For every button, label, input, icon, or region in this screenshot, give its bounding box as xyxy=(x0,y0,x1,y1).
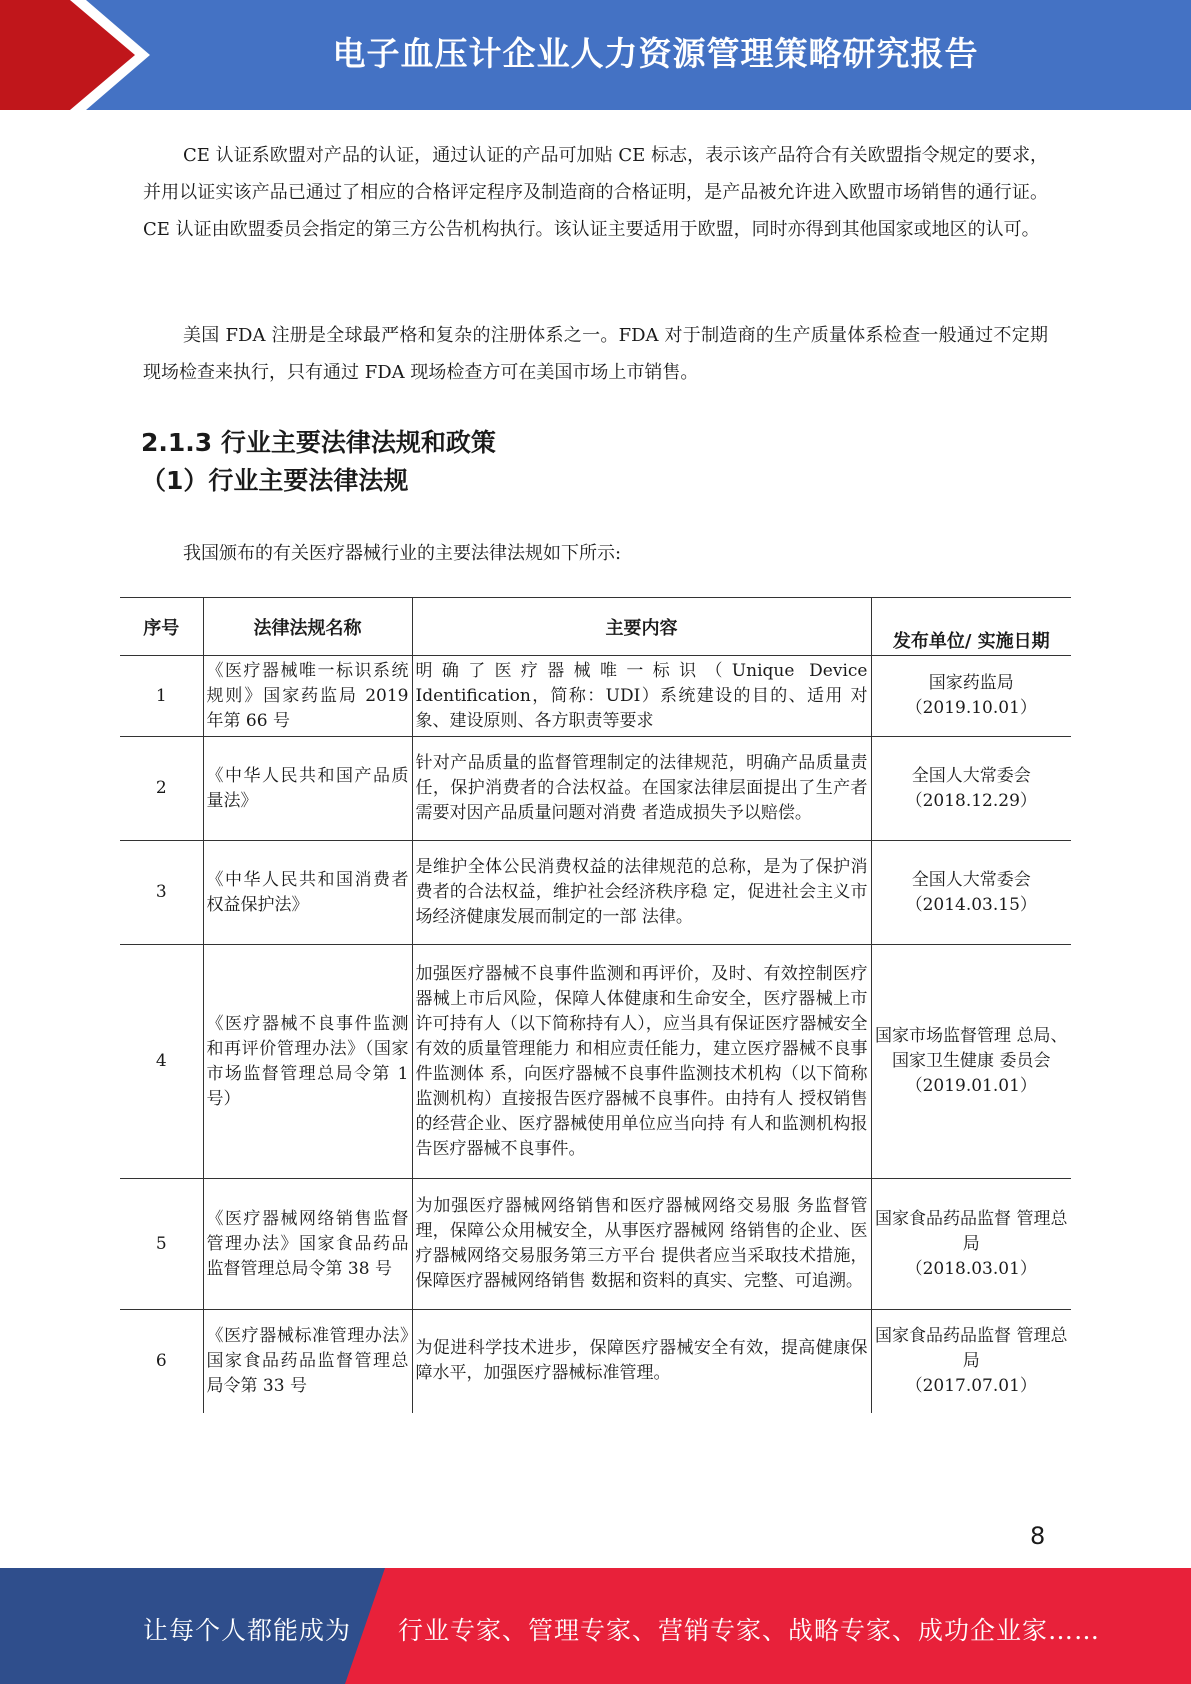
row-no: 3 xyxy=(120,841,203,945)
row-name: 《中华人民共和国产品质量法》 xyxy=(203,737,412,841)
row-no: 5 xyxy=(120,1179,203,1310)
table-row xyxy=(120,1310,1071,1413)
header-no: 序号 xyxy=(120,598,203,656)
publisher-date: （2014.03.15） xyxy=(905,894,1037,915)
row-name: 《医疗器械唯一标识系统规则》国家药监局 2019 年第 66 号 xyxy=(203,656,412,737)
publisher-unit: 国家食品药品监督 管理总局 xyxy=(875,1325,1068,1371)
header-content: 主要内容 xyxy=(412,598,871,656)
publisher-unit: 国家食品药品监督 管理总局 xyxy=(875,1208,1068,1254)
row-publisher xyxy=(871,1310,1071,1413)
page-footer xyxy=(0,1568,1191,1684)
table-header-row xyxy=(120,598,1071,656)
table-row xyxy=(120,737,1071,841)
row-name: 《医疗器械标准管理办法》国家食品药品监督管理总局令第 33 号 xyxy=(203,1310,412,1413)
row-name: 《中华人民共和国消费者权益保护法》 xyxy=(203,841,412,945)
publisher-unit: 国家市场监督管理 总局、国家卫生健康 委员会 xyxy=(875,1026,1068,1071)
row-name: 《医疗器械网络销售监督管理办法》国家食品药品监督管理总局令第 38 号 xyxy=(203,1179,412,1310)
row-name: 《医疗器械不良事件监测和再评价管理办法》（国家市场监督管理总局令第 1 号） xyxy=(203,945,412,1179)
page-number: 8 xyxy=(1030,1522,1046,1550)
publisher-unit: 全国人大常委会 xyxy=(911,765,1031,786)
row-publisher xyxy=(871,841,1071,945)
row-publisher xyxy=(871,945,1071,1179)
row-content: 为促进科学技术进步，保障医疗器械安全有效，提高健康保障水平，加强医疗器械标准管理。 xyxy=(412,1310,871,1413)
row-content: 是维护全体公民消费权益的法律规范的总称，是为了保护消费者的合法权益，维护社会经济秩序稳 定，促进社会主义市场经济健康发展而制定的一部 法律。 xyxy=(412,841,871,945)
row-content: 明确了医疗器械唯一标识（Unique Device Identification，简称：UDI）系统建设的目的、适用 对象、建设原则、各方职责等要求 xyxy=(412,656,871,737)
row-no: 1 xyxy=(120,656,203,737)
publisher-date: （2019.01.01） xyxy=(905,1076,1037,1096)
publisher-date: （2018.12.29） xyxy=(905,790,1037,811)
paragraph-fda-registration: 美国 FDA 注册是全球最严格和复杂的注册体系之一。FDA 对于制造商的生产质量体系检查一般通过不定期现场检查来执行，只有通过 FDA 现场检查方可在美国市场上市销售。 xyxy=(143,325,1048,383)
row-content: 加强医疗器械不良事件监测和再评价，及时、有效控制医疗器械上市后风险，保障人体健康和生命安全，医疗器械上市许可持有人（以下简称持有人），应当具有保证医疗器械安全有效的质量管理能力 和相应责任能力，建立医疗器械不良事件监测体 系，向医疗器械不良事件监测技术机构（以下简称 监测机构）直接报告医疗器械不良事件。由持有人 授权销售的经营企业、医疗器械使用单位应当向持 有人和监测机构报告医疗器械不良事件。 xyxy=(412,945,871,1179)
publisher-date: （2019.10.01） xyxy=(905,698,1037,718)
laws-table xyxy=(120,597,1071,1413)
row-publisher xyxy=(871,1179,1071,1310)
row-content: 为加强医疗器械网络销售和医疗器械网络交易服 务监督管理，保障公众用械安全，从事医疗器械网 络销售的企业、医疗器械网络交易服务第三方平台 提供者应当采取技术措施，保障医疗器械网络销售 数据和资料的真实、完整、可追溯。 xyxy=(412,1179,871,1310)
row-no: 4 xyxy=(120,945,203,1179)
footer-slogan-left: 让每个人都能成为 xyxy=(143,1616,352,1645)
header-publisher: 发布单位/ 实施日期 xyxy=(871,598,1071,656)
section-heading: 2.1.3 行业主要法律法规和政策 xyxy=(141,428,496,457)
report-title: 电子血压计企业人力资源管理策略研究报告 xyxy=(332,34,979,73)
table-intro: 我国颁布的有关医疗器械行业的主要法律法规如下所示: xyxy=(183,543,622,564)
header-arrow-decoration xyxy=(0,0,160,110)
section-subheading: （1）行业主要法律法规 xyxy=(141,466,409,495)
row-publisher xyxy=(871,737,1071,841)
row-no: 2 xyxy=(120,737,203,841)
table-row xyxy=(120,1179,1071,1310)
publisher-date: （2018.03.01） xyxy=(905,1258,1037,1279)
header-name: 法律法规名称 xyxy=(203,598,412,656)
row-content: 针对产品质量的监督管理制定的法律规范，明确产品质量责任，保护消费者的合法权益。在国家法律层面提出了生产者需要对因产品质量问题对消费 者造成损失予以赔偿。 xyxy=(412,737,871,841)
publisher-unit: 国家药监局 xyxy=(928,673,1014,693)
footer-slogan-right: 行业专家、管理专家、营销专家、战略专家、成功企业家…… xyxy=(398,1616,1101,1645)
paragraph-ce-certification: CE 认证系欧盟对产品的认证，通过认证的产品可加贴 CE 标志，表示该产品符合有关欧盟指令规定的要求，并用以证实该产品已通过了相应的合格评定程序及制造商的合格证明，是产品被允许进入欧盟市场销售的通行证。CE 认证由欧盟委员会指定的第三方公告机构执行。该认证主要适用于欧盟，同时亦得到其他国家或地区的认可。 xyxy=(143,145,1048,240)
table-row xyxy=(120,945,1071,1179)
publisher-date: （2017.07.01） xyxy=(905,1375,1037,1396)
row-no: 6 xyxy=(120,1310,203,1413)
page-header xyxy=(0,0,1191,110)
table-row xyxy=(120,656,1071,737)
publisher-unit: 全国人大常委会 xyxy=(911,869,1031,890)
table-row xyxy=(120,841,1071,945)
row-publisher xyxy=(871,656,1071,737)
